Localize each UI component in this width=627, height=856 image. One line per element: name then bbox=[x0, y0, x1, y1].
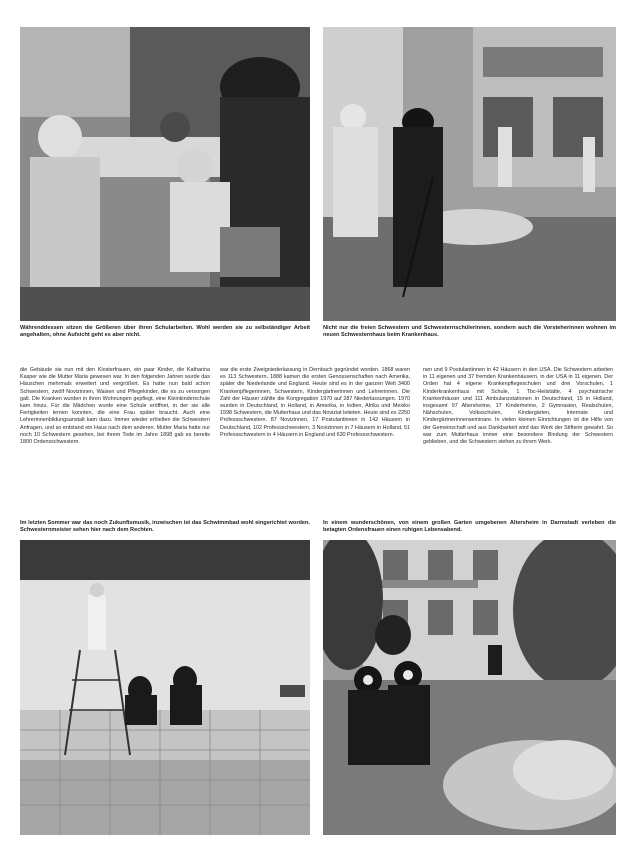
text-column-2 bbox=[220, 367, 410, 440]
text-column-3 bbox=[423, 367, 613, 447]
caption-photo-3: Im letzten Sommer war das noch Zukunftsmusik, inzwischen ist das Schwimmbad wohl eingerichtet worden. Schwesternmeister sehen hier nach dem Rechten. bbox=[20, 520, 310, 533]
caption-photo-1: Währenddessen sitzen die Größeren über ihren Schularbeiten. Wohl werden sie zu selbständiger Arbeit angehalten, ohne Aufsicht geht es aber nicht. bbox=[20, 325, 310, 338]
column-2-text: war die erste Zweigniederlassung in Dernbach gegründet worden. 1868 waren es 113 Schwestern, 1888 kamen die ersten Genossenschaften nach Amerika, später die Niederlande und England. Heute sind es in der ganzen Welt 3400 Krankenpflegerinnen, Schwestern, Kindergärtnerinnen und Lehrerinnen. Die Zahl der Häuser zählte die Kongregation 1970 auf 287 Niederlassungen. 1970 wurden in Deutschland, in Holland, in Amerika, in Indien, Afrika und Mexiko 1598 Schwestern, die Mutterhaus und das Noviziat leiteten. Heute sind es 2250 Professschwestern. 87 Novizinnen, 17 Postulantinnen in 142 Häusern in Deutschland, 102 Professschwestern, 3 Novizinnen in 7 Häusern in Holland, 51 Professschwestern in 4 Häusern in England und 630 Professschwestern. bbox=[220, 367, 410, 438]
photo-children-homework bbox=[20, 27, 310, 321]
caption-photo-4: In einem wunderschönen, von einem großen Garten umgebenen Altersheim in Darmstadt verleben die betagten Ordensfrauen einen ruhigen Lebensabend. bbox=[323, 520, 616, 533]
column-1-text: die Gebäude sie nun mit den Klosterfrauen, ein paar Kinder, die Katharina Kasper wie die Mutter Maria gewesen war. In den folgenden Jahren wurde das Häuschen mehrmals erweitert und vergrößert. Es hatte nun bald schon Schwestern, zwölf Novizinnen, Waisen und Pflegekinder, die es zu versorgen galt. Die Kranken wurden in ihren Wohnungen gepflegt, eine Kleinkinderschule kam hinzu. Für die Mädchen wurde eine Schule eröffnet, in der sie alle Fertigkeiten lernen konnten, die eine Frau später braucht. Auch eine Lehrerinnenbildungsanstalt kam dazu. Immer wieder erhielten die Schwestern Anfragen, und so entstand ein Haus nach dem anderen. Mutter Maria hatte nur noch 10 Schwestern gesehen, bei ihrem Tode im Jahre 1898 gab es bereits 1800 Ordensschwestern. bbox=[20, 367, 210, 446]
text-column-1 bbox=[20, 367, 210, 447]
photo-nuns-garden bbox=[323, 27, 616, 321]
photo-swimming-pool bbox=[20, 540, 310, 835]
caption-photo-2: Nicht nur die freien Schwestern und Schwesternschülerinnen, sondern auch die Vorsteherinnen wohnen im neuen Schwesternhaus beim Krankenhaus. bbox=[323, 325, 616, 338]
photo-retirement-home bbox=[323, 540, 616, 835]
column-3-text: nen und 9 Postulantinnen in 42 Häusern in den USA. Die Schwestern arbeiten in 11 eigenen und 37 fremden Krankenhäusern, in der USA in 11 eigenen. Der Orden hat 4 eigene Krankenpflegeschulen und drei Vorschulen, 1 Kinderkrankenhaus mit Schule, 1 Tbc-Heilstätte, 4 psychiatrische Krankenhäuser und 111 Ambulanzstationen in Deutschland, 15 in Holland, insgesamt 97 Altersheime, 17 Kinderheime, 2 Gymnasien, Realschulen, Nähschulen, Volksschulen, Kindergärten, Internate und Kindergärtnerinnenseminare. In vielen kleinen Einrichtungen ist die Hilfe von der Gemeinschaft und aus Dankbarkeit wird das Werk der Stifterin gewahrt. So war zum Mutterhaus immer eine besondere Bindung der Schwestern geblieben, und die Schwestern stehen zu ihrem Werk. bbox=[423, 367, 613, 446]
